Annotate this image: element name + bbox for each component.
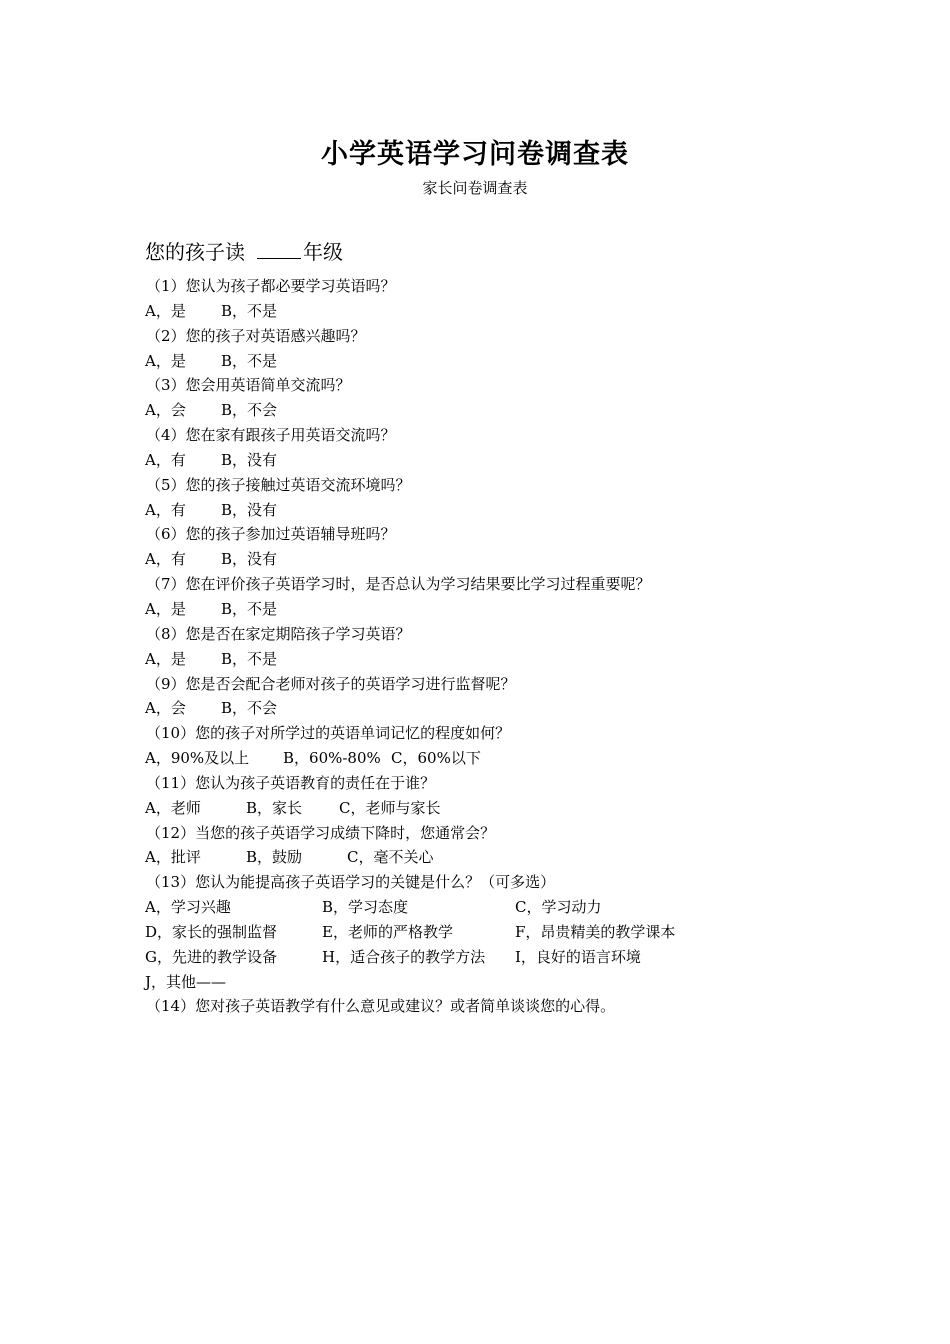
question-13-options-row-3 <box>145 945 825 970</box>
question-6: （6）您的孩子参加过英语辅导班吗？ <box>146 525 396 544</box>
option-a[interactable]: A，学习兴趣 <box>145 898 231 917</box>
option-a[interactable]: A，会 <box>145 401 186 420</box>
option-b[interactable]: B，没有 <box>221 450 278 469</box>
option-e[interactable]: E，老师的严格教学 <box>322 922 453 941</box>
question-1: （1）您认为孩子都必要学习英语吗？ <box>146 277 396 295</box>
question-11: （11）您认为孩子英语教育的责任在于谁？ <box>146 773 436 792</box>
option-a[interactable]: A，有 <box>145 450 186 469</box>
option-g[interactable]: G，先进的教学设备 <box>145 947 277 966</box>
option-c[interactable]: C，老师与家长 <box>339 798 441 817</box>
option-b[interactable]: B，学习态度 <box>322 898 409 917</box>
option-b[interactable]: B，鼓励 <box>246 848 303 867</box>
option-a[interactable]: A，是 <box>145 599 186 618</box>
option-b[interactable]: B，没有 <box>221 550 278 569</box>
question-7: （7）您在评价孩子英语学习时，是否总认为学习结果要比学习过程重要呢？ <box>146 575 651 594</box>
question-13: （13）您认为能提高孩子英语学习的关键是什么？（可多选） <box>146 873 556 892</box>
question-4: （4）您在家有跟孩子用英语交流吗？ <box>146 426 396 445</box>
question-5-options <box>145 498 825 523</box>
question-7-options <box>145 597 825 622</box>
question-2: （2）您的孩子对英语感兴趣吗？ <box>146 326 366 345</box>
option-b[interactable]: B，家长 <box>246 798 303 817</box>
question-6-options <box>145 547 825 572</box>
option-a[interactable]: A，有 <box>145 500 186 519</box>
question-3: （3）您会用英语简单交流吗？ <box>146 376 351 395</box>
option-a[interactable]: A，会 <box>145 699 186 718</box>
question-12-options <box>145 845 825 870</box>
question-2-options <box>145 349 825 374</box>
option-b[interactable]: B，不是 <box>221 599 278 618</box>
option-c[interactable]: C，60%以下 <box>391 749 481 768</box>
question-5: （5）您的孩子接触过英语交流环境吗？ <box>146 475 411 494</box>
document-title: 小学英语学习问卷调查表 <box>321 139 629 170</box>
question-13-options-row-1 <box>145 895 825 920</box>
question-3-options <box>145 398 825 423</box>
question-8: （8）您是否在家定期陪孩子学习英语？ <box>146 624 411 643</box>
option-b[interactable]: B，没有 <box>221 500 278 519</box>
grade-prefix: 您的孩子读 <box>145 240 245 264</box>
question-9-options <box>145 696 825 721</box>
question-1-options <box>145 299 825 324</box>
grade-blank[interactable] <box>257 240 301 259</box>
question-8-options <box>145 647 825 672</box>
option-b[interactable]: B，不会 <box>221 401 278 420</box>
option-c[interactable]: C，学习动力 <box>515 898 602 917</box>
option-a[interactable]: A，批评 <box>145 848 201 867</box>
option-d[interactable]: D，家长的强制监督 <box>145 922 278 941</box>
option-b[interactable]: B，60%-80% <box>283 749 381 768</box>
option-a[interactable]: A，是 <box>145 649 186 668</box>
question-12: （12）当您的孩子英语学习成绩下降时，您通常会？ <box>146 823 496 842</box>
question-14: （14）您对孩子英语教学有什么意见或建议？或者简单谈谈您的心得。 <box>146 997 616 1016</box>
option-b[interactable]: B，不是 <box>221 351 278 370</box>
option-c[interactable]: C，毫不关心 <box>347 848 434 867</box>
question-9: （9）您是否会配合老师对孩子的英语学习进行监督呢？ <box>146 674 516 693</box>
grade-line <box>145 236 343 265</box>
question-4-options <box>145 448 825 473</box>
option-a[interactable]: A，是 <box>145 301 186 320</box>
option-b[interactable]: B，不是 <box>221 649 278 668</box>
option-f[interactable]: F，昂贵精美的教学课本 <box>515 922 676 941</box>
question-10: （10）您的孩子对所学过的英语单词记忆的程度如何？ <box>146 724 511 743</box>
option-b[interactable]: B，不会 <box>221 699 278 718</box>
question-list <box>145 274 825 1019</box>
grade-suffix: 年级 <box>303 240 343 264</box>
question-10-options <box>145 746 825 771</box>
option-b[interactable]: B，不是 <box>221 301 278 320</box>
question-13-options-row-4 <box>145 970 825 995</box>
option-j[interactable]: J，其他—— <box>145 972 227 991</box>
option-a[interactable]: A，是 <box>145 351 186 370</box>
option-h[interactable]: H，适合孩子的教学方法 <box>322 947 486 966</box>
document-subtitle: 家长问卷调查表 <box>422 179 528 197</box>
option-a[interactable]: A，有 <box>145 550 186 569</box>
question-11-options <box>145 796 825 821</box>
option-a[interactable]: A，老师 <box>145 798 201 817</box>
option-i[interactable]: I，良好的语言环境 <box>515 947 641 966</box>
option-a[interactable]: A，90%及以上 <box>145 749 250 768</box>
question-13-options-row-2 <box>145 920 825 945</box>
